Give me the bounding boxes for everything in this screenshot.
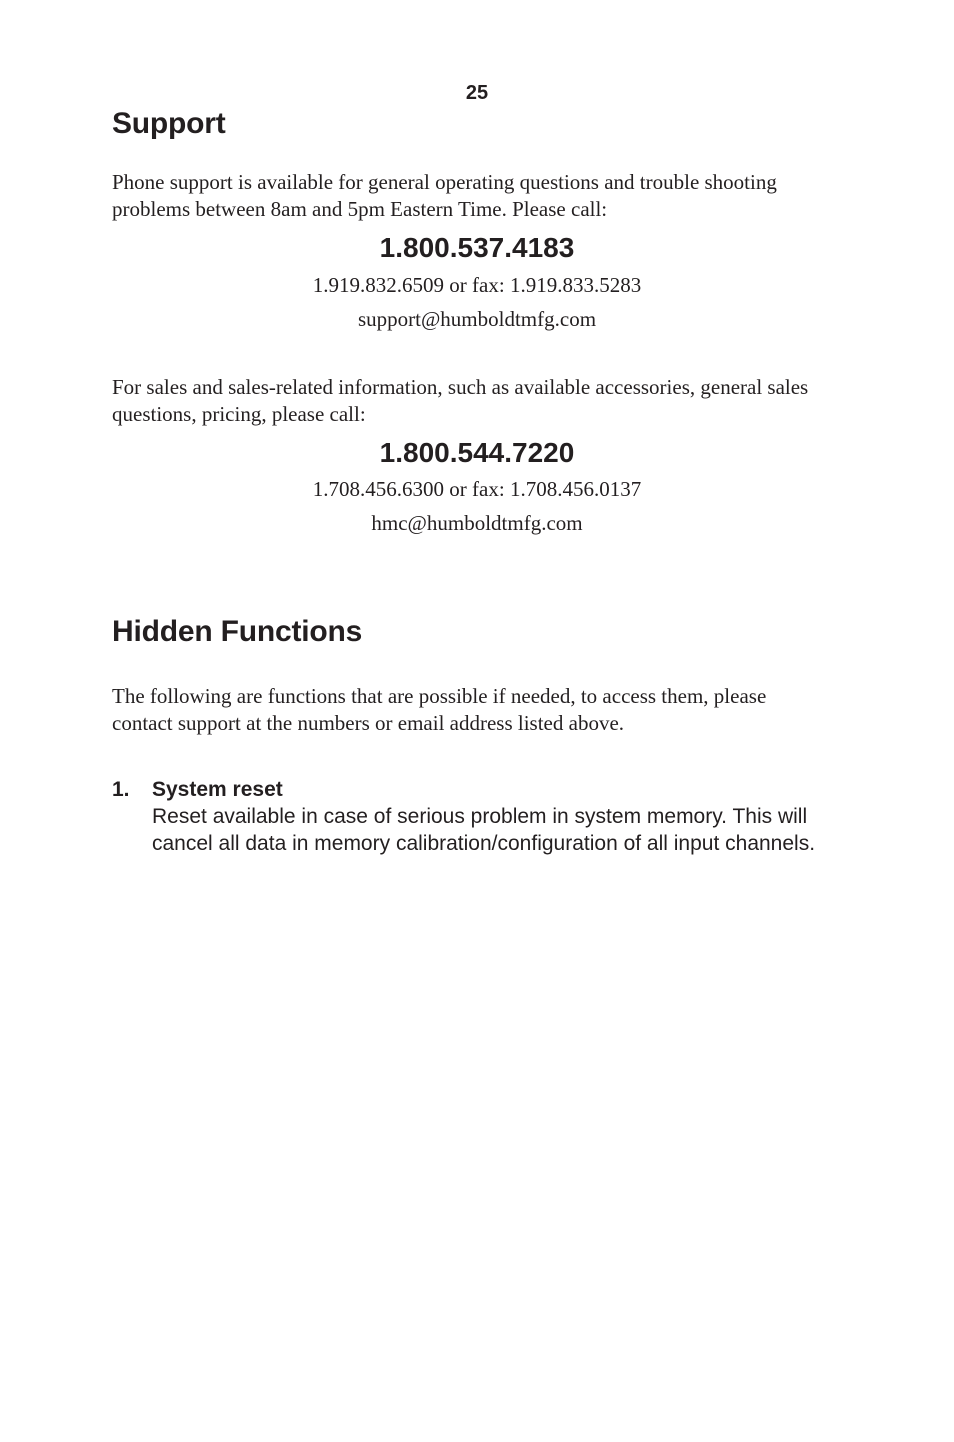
list-item-description: Reset available in case of serious problem in system memory. This will cancel all data in memory calibration/configuration of all input channels. — [152, 805, 816, 855]
support-email: support@humboldtmfg.com — [357, 307, 597, 331]
page-number: 25 — [465, 82, 489, 104]
sales-intro: For sales and sales-related information, such as available accessories, general sales questions, pricing, please call: — [112, 375, 809, 426]
hidden-functions-heading: Hidden Functions — [112, 615, 363, 648]
support-phone-main: 1.800.537.4183 — [379, 232, 575, 263]
list-item-title: System reset — [152, 778, 283, 801]
support-heading: Support — [112, 107, 226, 140]
sales-phone-alt: 1.708.456.6300 or fax: 1.708.456.0137 — [312, 477, 642, 501]
sales-phone-main: 1.800.544.7220 — [379, 437, 575, 468]
list-item-number: 1. — [112, 778, 130, 801]
support-phone-alt: 1.919.832.6509 or fax: 1.919.833.5283 — [312, 273, 642, 297]
hidden-functions-intro: The following are functions that are possible if needed, to access them, please contact support at the numbers or email address listed above. — [112, 684, 767, 735]
sales-email: hmc@humboldtmfg.com — [371, 511, 583, 535]
support-intro: Phone support is available for general operating questions and trouble shooting problems between 8am and 5pm Eastern Time. Please call: — [112, 170, 777, 221]
